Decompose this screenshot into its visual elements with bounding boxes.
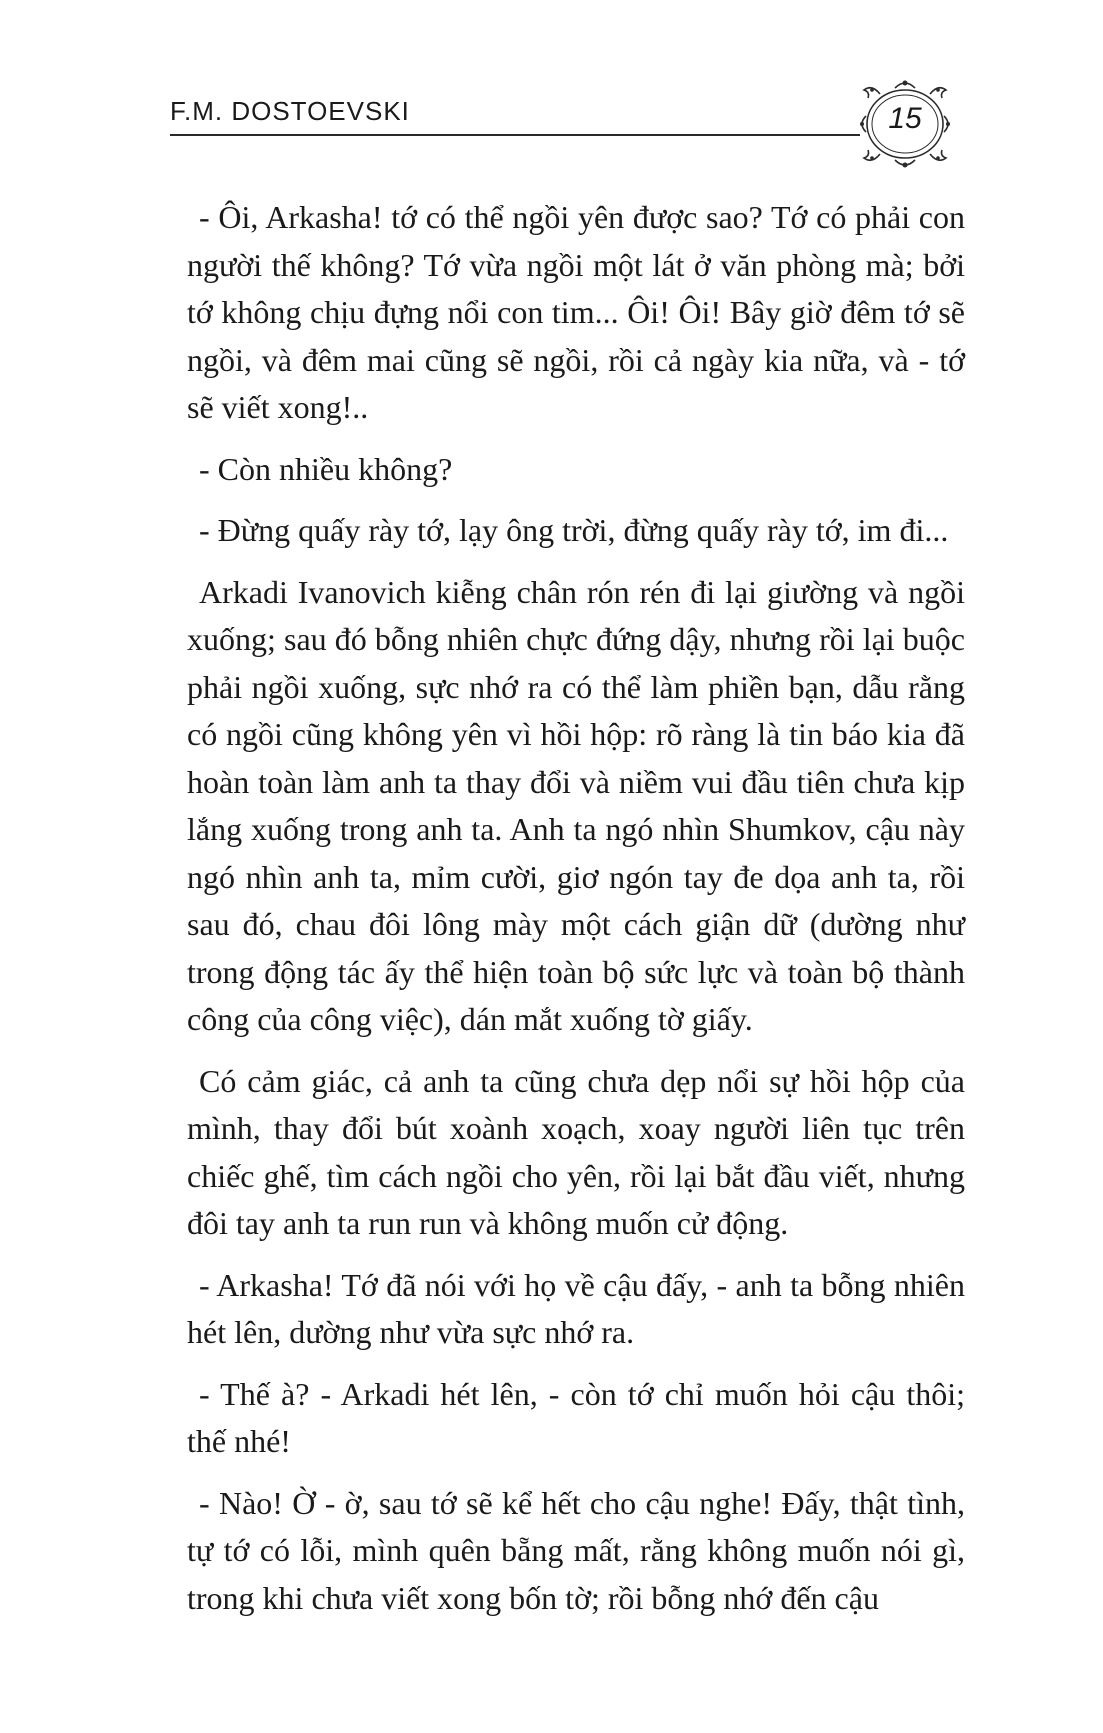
author-name: F.M. DOSTOEVSKI [170,96,410,126]
paragraph: - Còn nhiều không? [199,450,453,487]
header-rule [170,134,860,136]
body-text [187,194,965,1636]
page-number: 15 [888,102,922,135]
running-header [170,96,960,156]
paragraph: - Arkasha! Tớ đã nói với họ về cậu đấy, - anh ta bỗng nhiên hét lên, dường như vừa sực nhớ ra. [187,1266,965,1350]
paragraph: - Đừng quấy rày tớ, lạy ông trời, đừng quấy rày tớ, im đi... [199,512,949,548]
paragraph: - Thế à? - Arkadi hét lên, - còn tớ chỉ muốn hỏi cậu thôi; thế nhé! [187,1375,965,1459]
paragraph: Có cảm giác, cả anh ta cũng chưa dẹp nổi sự hồi hộp của mình, thay đổi bút xoành xoạch, xoay người liên tục trên chiếc ghế, tìm cách ngồi cho yên, rồi lại bắt đầu viết, nhưng đôi tay anh ta run run và không muốn cử động. [187,1062,965,1241]
paragraph: - Ôi, Arkasha! tớ có thể ngồi yên được sao? Tớ có phải con người thế không? Tớ vừa ngồi một lát ở văn phòng mà; bởi tớ không chịu đựng nổi con tim... Ôi! Ôi! Bây giờ đêm tớ sẽ ngồi, và đêm mai cũng sẽ ngồi, rồi cả ngày kia nữa, và - tớ sẽ viết xong!.. [187,199,965,425]
paragraph: Arkadi Ivanovich kiễng chân rón rén đi lại giường và ngồi xuống; sau đó bỗng nhiên chực đứng dậy, nhưng rồi lại buộc phải ngồi xuống, sực nhớ ra có thể làm phiền bạn, dẫu rằng có ngồi cũng không yên vì hồi hộp: rõ ràng là tin báo kia đã hoàn toàn làm anh ta thay đổi và niềm vui đầu tiên chưa kịp lắng xuống trong anh ta. Anh ta ngó nhìn Shumkov, cậu này ngó nhìn anh ta, mỉm cười, giơ ngón tay đe dọa anh ta, rồi sau đó, chau đôi lông mày một cách giận dữ (dường như trong động tác ấy thể hiện toàn bộ sức lực và toàn bộ thành công của công việc), dán mắt xuống tờ giấy. [187,573,965,1037]
paragraph: - Nào! Ờ - ờ, sau tớ sẽ kể hết cho cậu nghe! Đấy, thật tình, tự tớ có lỗi, mình quên bẵng mất, rằng không muốn nói gì, trong khi chưa viết xong bốn tờ; rồi bỗng nhớ đến cậu [187,1484,965,1616]
